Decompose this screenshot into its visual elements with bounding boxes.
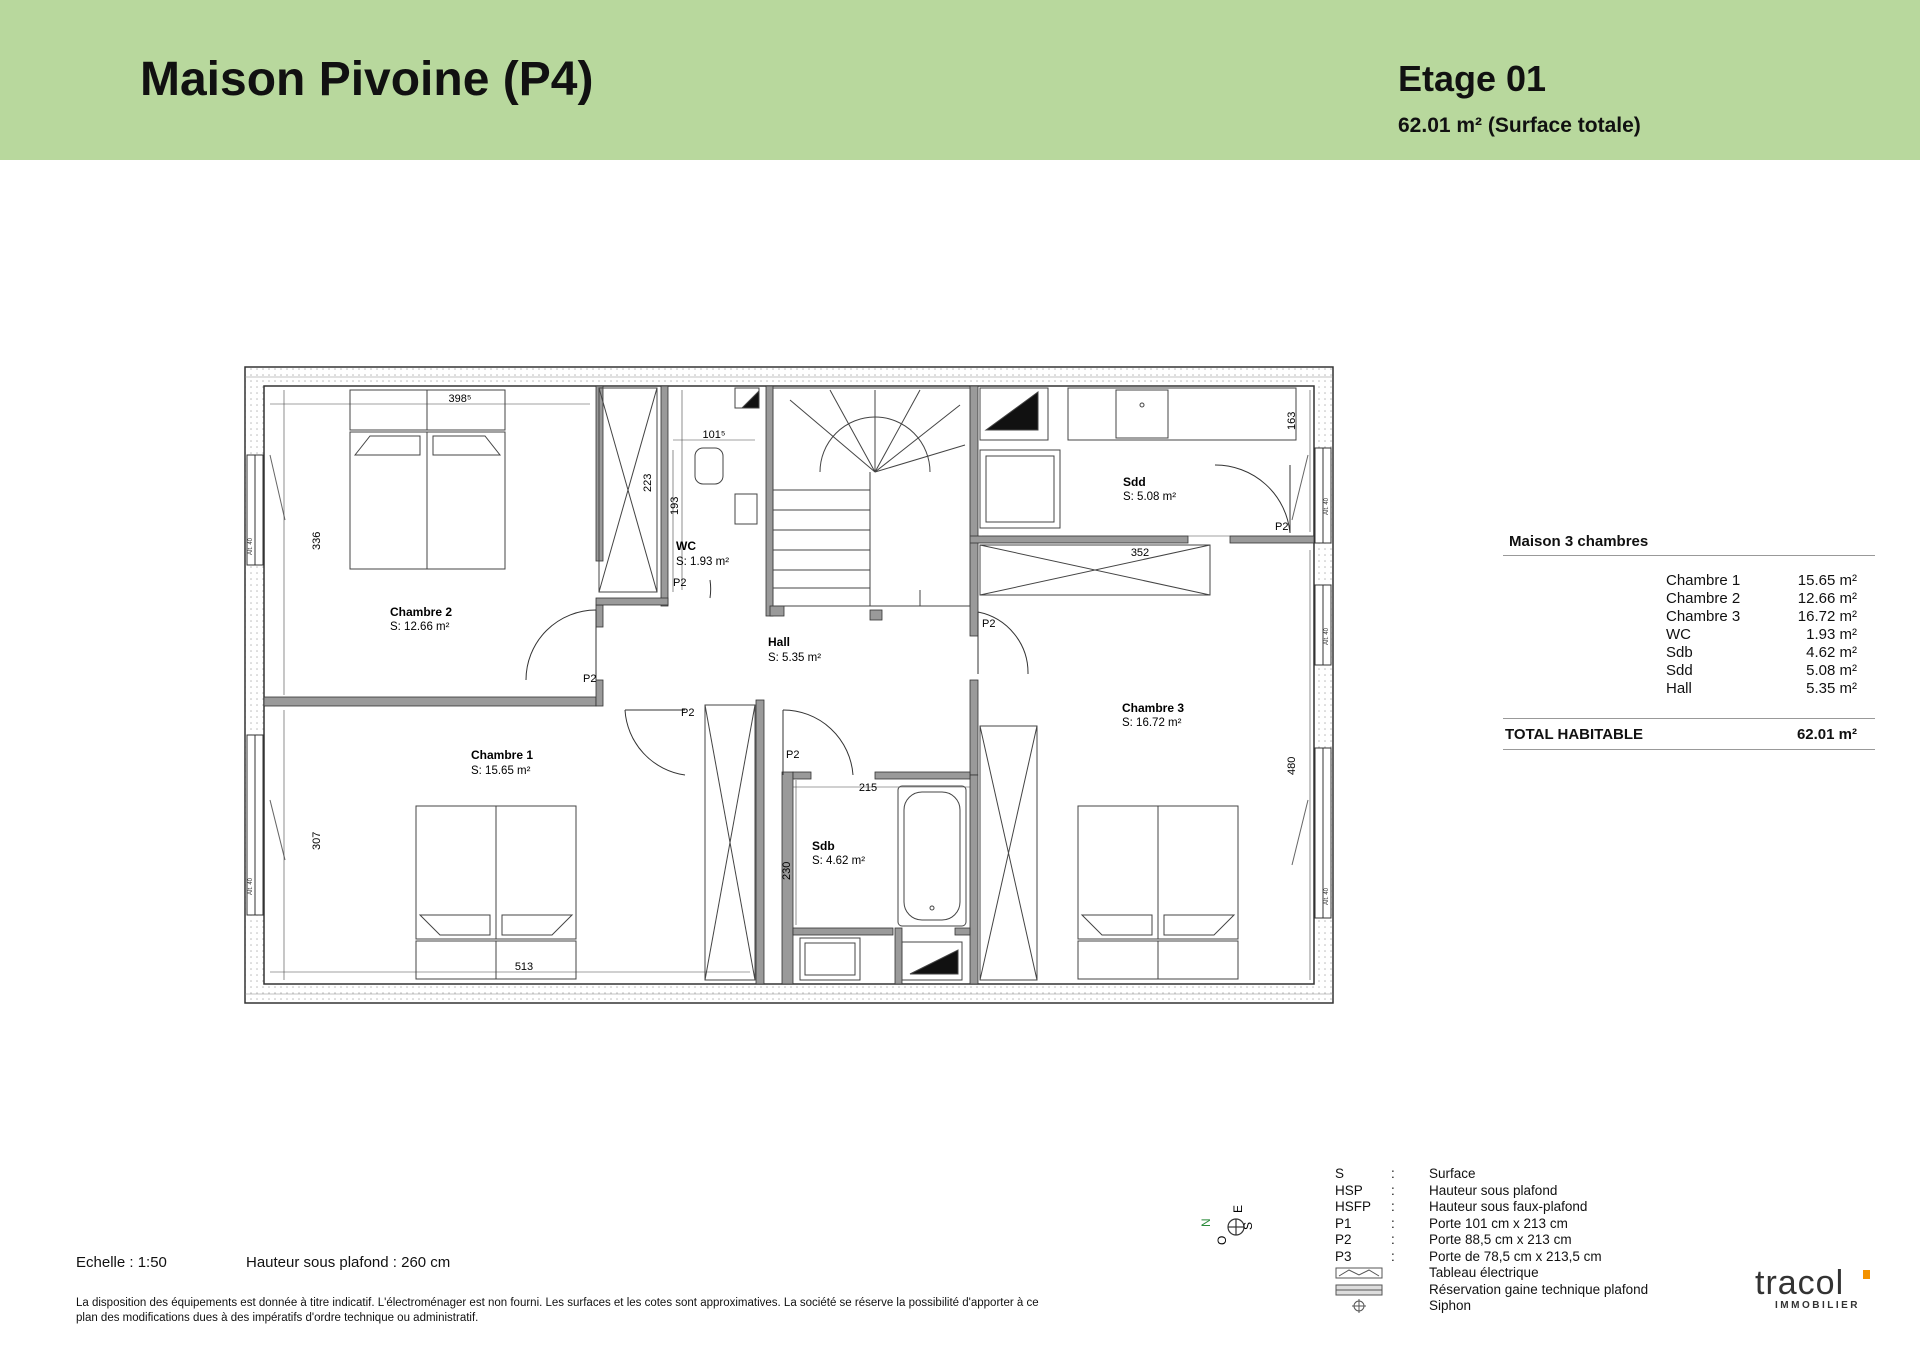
dim-352: 352 <box>1130 547 1150 559</box>
summary-row: Chambre 2 12.66 m² <box>1666 590 1857 607</box>
legend-row: P3 : Porte de 78,5 cm x 213,5 cm <box>1335 1248 1602 1264</box>
summary-total-row: TOTAL HABITABLE 62.01 m² <box>1503 718 1875 750</box>
legend-row: Tableau électrique <box>1335 1265 1675 1282</box>
room-area-sdd: S: 5.08 m² <box>1123 491 1177 503</box>
ceiling-height-label: Hauteur sous plafond : 260 cm <box>246 1254 451 1271</box>
dim-336: 336 <box>311 531 323 550</box>
window-alt-label: Alt. 40 <box>248 877 254 895</box>
floor-plan <box>230 360 1370 1010</box>
legend-row: HSFP : Hauteur sous faux-plafond <box>1335 1199 1588 1214</box>
compass-o: O <box>1215 1235 1229 1245</box>
technical-duct-icon <box>1335 1283 1383 1297</box>
dim-163: 163 <box>1286 411 1298 430</box>
room-name-chambre2: Chambre 2 <box>390 605 453 619</box>
room-area-wc: S: 1.93 m² <box>676 556 730 568</box>
compass-icon <box>1200 1200 1260 1270</box>
room-name-sdb: Sdb <box>812 839 835 853</box>
total-surface-label: 62.01 m² (Surface totale) <box>1398 114 1641 137</box>
window-alt-label: Alt. 40 <box>1324 497 1330 515</box>
surface-summary-table <box>1503 533 1875 750</box>
page-title: Maison Pivoine (P4) <box>140 53 594 106</box>
floor-label: Etage 01 <box>1398 58 1547 99</box>
logo-accent <box>1863 1270 1870 1279</box>
compass-n: N <box>1200 1218 1213 1227</box>
legend-row: HSP : Hauteur sous plafond <box>1335 1182 1558 1198</box>
dim-101: 101⁵ <box>702 429 726 441</box>
compass-e: E <box>1231 1204 1245 1213</box>
legend <box>1335 1166 1675 1315</box>
summary-row: Hall 5.35 m² <box>1666 680 1857 697</box>
summary-row: Sdb 4.62 m² <box>1666 644 1857 661</box>
door-label: P2 <box>786 749 800 761</box>
summary-title: Maison 3 chambres <box>1503 533 1875 556</box>
room-name-sdd: Sdd <box>1123 475 1146 489</box>
dim-193: 193 <box>669 496 681 515</box>
dim-513: 513 <box>514 961 534 973</box>
room-area-chambre3: S: 16.72 m² <box>1122 717 1182 729</box>
dim-480: 480 <box>1286 756 1298 775</box>
window-alt-label: Alt. 40 <box>1324 887 1330 905</box>
electrical-panel-icon <box>1335 1266 1383 1280</box>
legend-row: P1 : Porte 101 cm x 213 cm <box>1335 1215 1568 1231</box>
summary-row: Chambre 3 16.72 m² <box>1666 608 1857 625</box>
dim-230: 230 <box>781 861 793 880</box>
door-label: P2 <box>673 577 687 589</box>
door-label: P2 <box>1275 521 1289 533</box>
summary-row: Chambre 1 15.65 m² <box>1666 572 1857 589</box>
disclaimer: La disposition des équipements est donnée à titre indicatif. L'électroménager est non fourni. Les surfaces et les cotes sont approximatives. La société se réserve la possibilité d'apporter à ce plan des modifications dues à des impératifs d'ordre technique ou administratif. <box>76 1297 1039 1324</box>
logo-subtitle: IMMOBILIER <box>1775 1300 1860 1311</box>
brand-logo <box>1755 1266 1860 1311</box>
dim-307: 307 <box>311 831 323 850</box>
room-name-wc: WC <box>676 539 696 553</box>
legend-row: P2 : Porte 88,5 cm x 213 cm <box>1335 1232 1572 1247</box>
scale-label: Echelle : 1:50 <box>76 1254 167 1271</box>
legend-row: Réservation gaine technique plafond <box>1335 1282 1675 1299</box>
legend-row: S : Surface <box>1335 1166 1476 1181</box>
siphon-icon <box>1335 1299 1383 1313</box>
dim-223: 223 <box>642 473 654 492</box>
dim-215: 215 <box>858 782 878 794</box>
room-area-chambre1: S: 15.65 m² <box>471 765 531 777</box>
summary-row: WC 1.93 m² <box>1666 626 1857 643</box>
room-area-chambre2: S: 12.66 m² <box>390 621 450 633</box>
room-area-sdb: S: 4.62 m² <box>812 855 866 867</box>
dim-398: 398⁵ <box>448 393 472 405</box>
summary-row: Sdd 5.08 m² <box>1666 662 1857 679</box>
room-name-chambre1: Chambre 1 <box>471 748 534 762</box>
logo-wordmark: tracol <box>1755 1266 1860 1300</box>
door-label: P2 <box>583 673 597 685</box>
door-label: P2 <box>681 707 695 719</box>
window-alt-label: Alt. 40 <box>248 537 254 555</box>
room-name-chambre3: Chambre 3 <box>1122 701 1185 715</box>
door-label: P2 <box>982 618 996 630</box>
room-area-hall: S: 5.35 m² <box>768 652 822 664</box>
legend-row: Siphon <box>1335 1298 1675 1315</box>
room-name-hall: Hall <box>768 635 791 649</box>
window-alt-label: Alt. 40 <box>1324 627 1330 645</box>
compass-s: S <box>1241 1221 1255 1230</box>
